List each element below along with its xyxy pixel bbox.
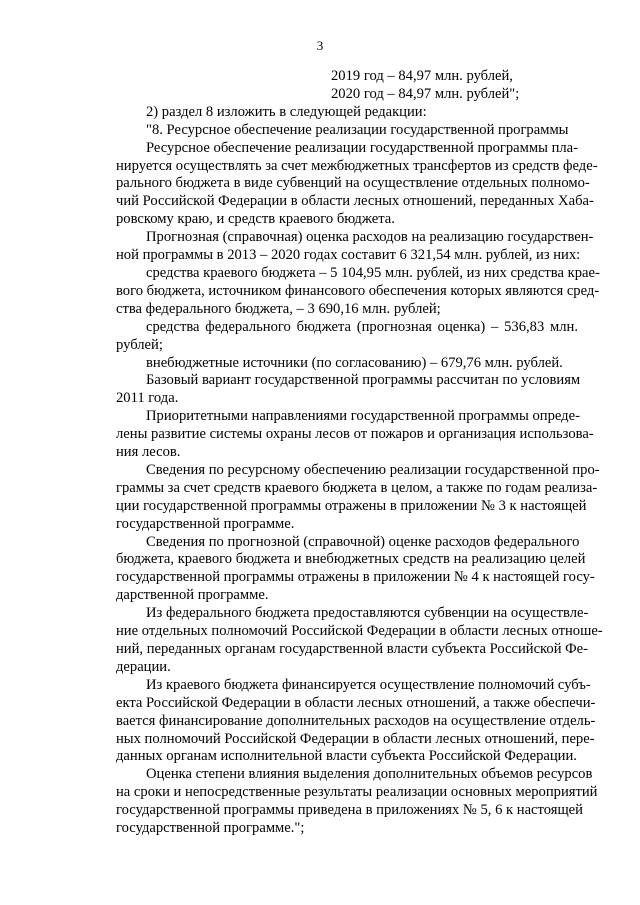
paragraph	[116, 461, 600, 534]
paragraph-line: вого бюджета, источником финансового обеспечения которых являются сред-	[116, 282, 600, 299]
paragraph-line: Прогнозная (справочная) оценка расходов на реализацию государствен-	[146, 229, 594, 246]
paragraph-line: Из краевого бюджета финансируется осуществление полномочий субъ-	[146, 676, 591, 693]
paragraph	[116, 408, 594, 462]
paragraph	[116, 139, 598, 230]
paragraph-line: средства краевого бюджета – 5 104,95 млн. рублей, из них средства крае-	[146, 264, 600, 281]
paragraph-line: средства федерального бюджета (прогнозная оценка) – 536,83 млн.	[146, 318, 578, 335]
section-title: "8. Ресурсное обеспечение реализации государственной программы	[146, 121, 569, 138]
paragraph-line: граммы за счет средств краевого бюджета в целом, а также по годам реализа-	[116, 479, 598, 496]
paragraph	[116, 319, 578, 355]
paragraph	[116, 264, 600, 319]
paragraph-line: Из федерального бюджета предоставляются субвенции на осуществле-	[146, 605, 589, 622]
paragraph-line: государственной программе.	[116, 515, 295, 532]
paragraph-line: ния лесов.	[116, 444, 181, 461]
paragraph-line: Сведения по прогнозной (справочной) оценке расходов федерального	[146, 533, 580, 550]
paragraph-line: Базовый вариант государственной программы рассчитан по условиям	[146, 372, 581, 389]
paragraph	[116, 766, 598, 838]
paragraph-line: рублей;	[116, 336, 163, 353]
paragraph	[116, 355, 578, 373]
paragraphs-container	[116, 139, 603, 838]
paragraph-line: вается финансирование дополнительных расходов на осуществление отдель-	[116, 712, 596, 729]
paragraph-line: бюджета, краевого бюджета и внебюджетных средств на реализацию целей	[116, 551, 586, 568]
paragraph-line: рального бюджета в виде субвенций на осуществление отдельных полномо-	[116, 175, 590, 192]
paragraph-line: дарственной программе.	[116, 587, 269, 604]
paragraph	[116, 372, 581, 408]
page-number: 3	[316, 38, 324, 53]
paragraph-line: нируется осуществлять за счет межбюджетных трансфертов из средств феде-	[116, 157, 598, 174]
paragraph-line: на сроки и непосредственные результаты реализации основных мероприятий	[116, 784, 598, 801]
document-body	[116, 68, 603, 838]
paragraph-line: ства федерального бюджета, – 3 690,16 млн. рублей;	[116, 300, 441, 317]
paragraph	[116, 229, 594, 265]
paragraph-line: государственной программы приведена в приложениях № 5, 6 к настоящей	[116, 802, 583, 819]
paragraph-line: ровскому краю, и средств краевого бюджета.	[116, 211, 395, 228]
paragraph-line: государственной программе.";	[116, 820, 305, 837]
paragraph-line: ний, переданных органам государственной власти субъекта Российской Фе-	[116, 641, 589, 657]
paragraph-line: государственной программы отражены в приложении № 4 к настоящей госу-	[116, 569, 595, 586]
paragraph-line: 2011 года.	[116, 390, 179, 407]
paragraph-line: ной программы в 2013 – 2020 годах составит 6 321,54 млн. рублей, из них:	[116, 247, 581, 264]
paragraph-line: ние отдельных полномочий Российской Федерации в области лесных отноше-	[116, 623, 603, 640]
paragraph-line: чий Российской Федерации в области лесных отношений, переданных Хаба-	[116, 193, 594, 210]
paragraph-line: лены развитие системы охраны лесов от пожаров и организация использова-	[116, 426, 594, 443]
amount-line-2020: 2020 год – 84,97 млн. рублей";	[331, 85, 520, 102]
amount-line-2019: 2019 год – 84,97 млн. рублей,	[331, 68, 513, 84]
paragraph	[116, 533, 595, 606]
item-2-instruction: 2) раздел 8 изложить в следующей редакции:	[146, 103, 427, 120]
paragraph-line: данных органам исполнительной власти субъекта Российской Федерации.	[116, 748, 577, 765]
paragraph-line: екта Российской Федерации в области лесных отношений, а также обеспечи-	[116, 694, 596, 711]
paragraph-line: Ресурсное обеспечение реализации государственной программы пла-	[146, 139, 579, 156]
paragraph-line: Сведения по ресурсному обеспечению реализации государственной про-	[146, 461, 600, 478]
paragraph	[116, 605, 603, 677]
paragraph-line: внебюджетные источники (по согласованию) – 679,76 млн. рублей.	[146, 354, 563, 371]
paragraph-line: ных полномочий Российской Федерации в области лесных отношений, пере-	[116, 730, 595, 747]
paragraph-line: ции государственной программы отражены в приложении № 3 к настоящей	[116, 497, 587, 514]
paragraph	[116, 676, 596, 767]
paragraph-line: Оценка степени влияния выделения дополнительных объемов ресурсов	[146, 766, 593, 783]
paragraph-line: Приоритетными направлениями государственной программы опреде-	[146, 408, 580, 425]
paragraph-line: дерации.	[116, 658, 171, 675]
